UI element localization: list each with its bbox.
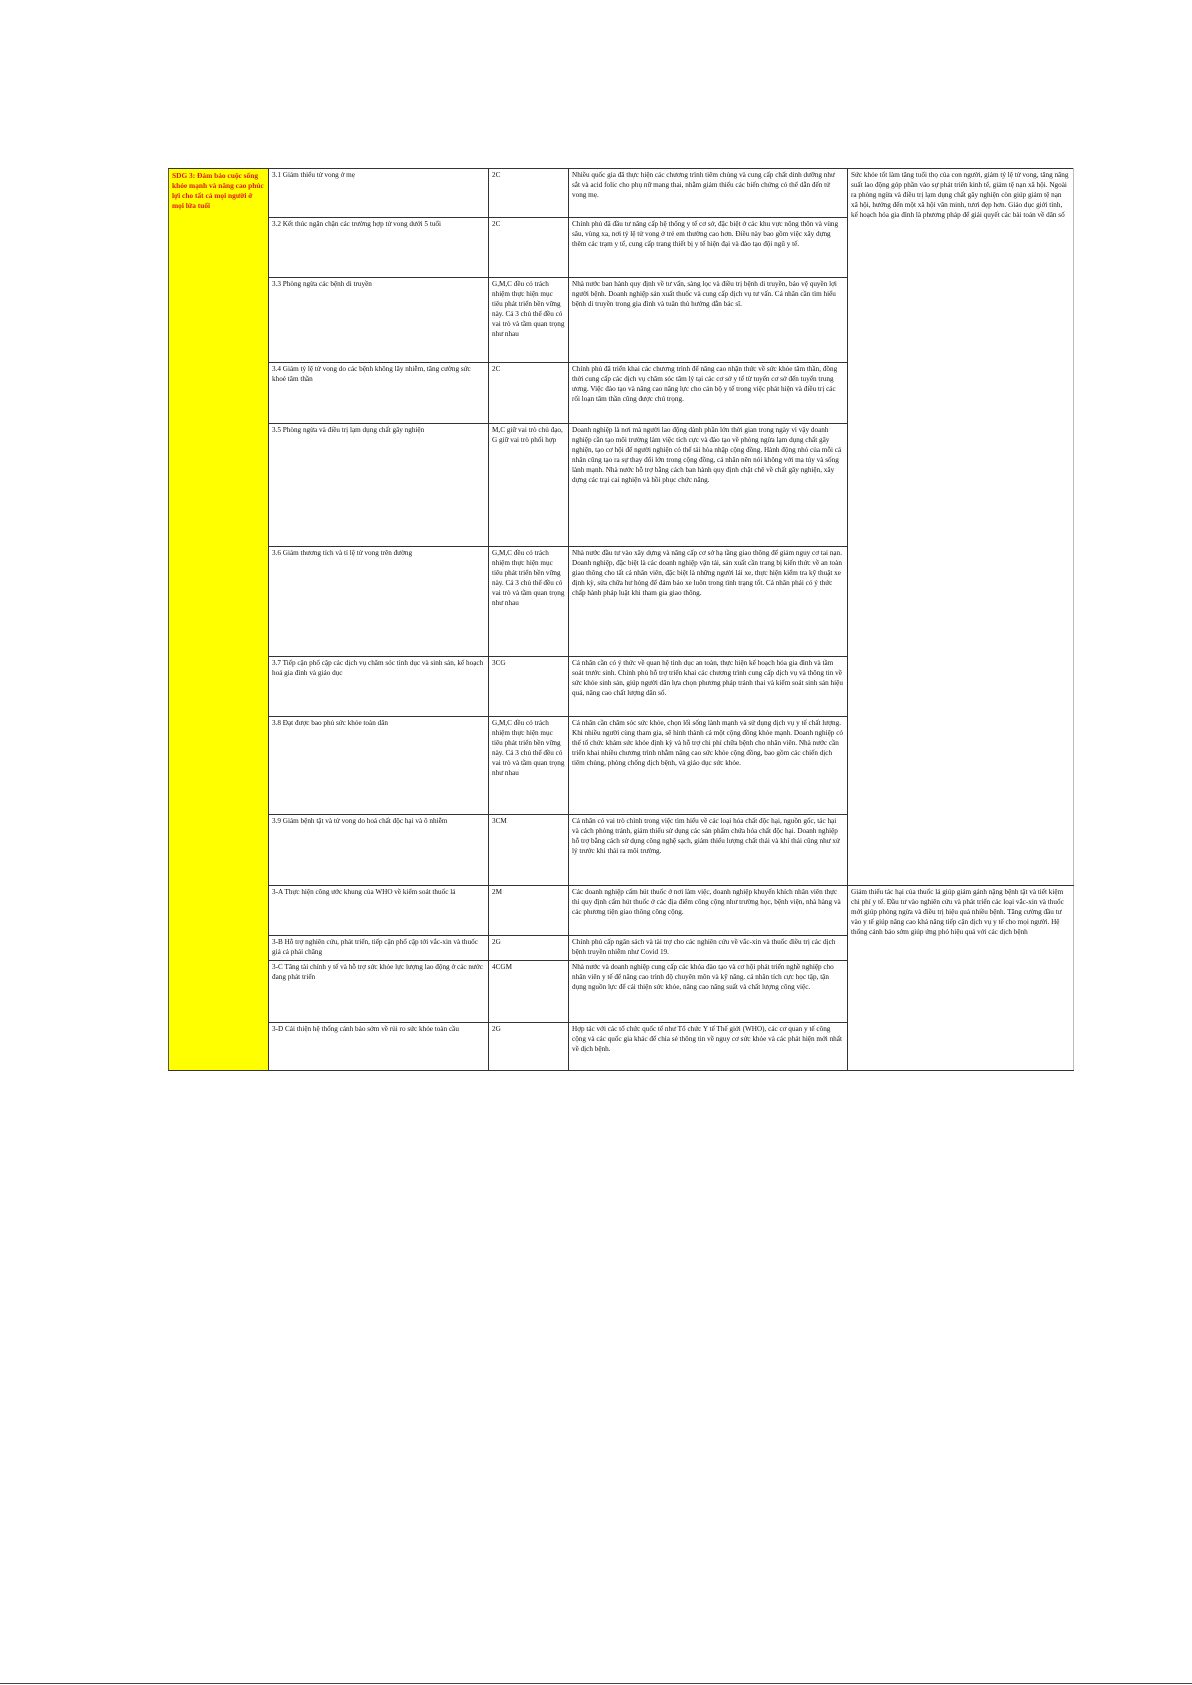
action-cell: Cá nhân cần có ý thức về quan hệ tình dục an toàn, thực hiện kế hoạch hóa gia đình và tầm soát trước sinh. Chính phủ hỗ trợ triển khai các chương trình cung cấp dịch vụ và thông tin về sức khỏe sinh sản, giúp người dân lựa chọn phương pháp tránh thai và kiểm soát sinh sản hiệu quả, nâng cao chất lượng dân số. <box>569 657 848 717</box>
bottom-rule <box>0 1683 1192 1684</box>
target-cell: 3.2 Kết thúc ngăn chặn các trường hợp tử vong dưới 5 tuổi <box>269 218 489 278</box>
impact-cell: Giảm thiểu tác hại của thuốc lá giúp giảm gánh nặng bệnh tật và tiết kiệm chi phí y tế. Đầu tư vào nghiên cứu và phát triển các loại vắc-xin và thuốc mới giúp phòng ngừa và điều trị hiệu quả nhiều bệnh. Tăng cường đầu tư vào y tế giúp nâng cao khả năng tiếp cận dịch vụ y tế cho mọi người. Hệ thống cảnh báo sớm giúp ứng phó hiệu quả với các dịch bệnh <box>848 886 1074 1071</box>
actor-cell: M,C giữ vai trò chủ đạo, G giữ vai trò phối hợp <box>489 424 569 547</box>
target-cell: 3-A Thực hiện công ước khung của WHO về kiểm soát thuốc lá <box>269 886 489 936</box>
actor-cell: G,M,C đều có trách nhiệm thực hiện mục tiêu phát triển bền vững này. Cả 3 chủ thể đều có vai trò và tầm quan trọng như nhau <box>489 717 569 815</box>
actor-cell: G,M,C đều có trách nhiệm thực hiện mục tiêu phát triển bền vững này. Cả 3 chủ thể đều có vai trò và tầm quan trọng như nhau <box>489 547 569 657</box>
target-cell: 3-D Cải thiện hệ thống cảnh báo sớm về rủi ro sức khỏe toàn cầu <box>269 1022 489 1070</box>
target-cell: 3.5 Phòng ngừa và điều trị lạm dụng chất gây nghiện <box>269 424 489 547</box>
sdg-table <box>168 168 1074 1071</box>
table-row <box>169 169 1074 218</box>
actor-cell: 2G <box>489 936 569 961</box>
target-cell: 3-B Hỗ trợ nghiên cứu, phát triển, tiếp cận phổ cập tới vắc-xin và thuốc giá cả phải chăng <box>269 936 489 961</box>
target-cell: 3.7 Tiếp cận phổ cập các dịch vụ chăm sóc tình dục và sinh sản, kế hoạch hoá gia đình và giáo dục <box>269 657 489 717</box>
action-cell: Nhà nước và doanh nghiệp cung cấp các khóa đào tạo và cơ hội phát triển nghề nghiệp cho nhân viên y tế để nâng cao trình độ chuyên môn và kỹ năng. cá nhân tích cực học tập, tận dụng nguồn lực để cải thiện sức khỏe, nâng cao năng suất và chất lượng công việc. <box>569 960 848 1022</box>
actor-cell: 2C <box>489 218 569 278</box>
action-cell: Nhà nước đầu tư vào xây dựng và nâng cấp cơ sở hạ tầng giao thông để giảm nguy cơ tai nạn. Doanh nghiệp, đặc biệt là các doanh nghiệp vận tải, sản xuất cần trang bị kiến thức về an toàn giao thông cho tất cả nhân viên, đặc biệt là những người lái xe, thực hiện kiểm tra kỹ thuật xe định kỳ, sửa chữa hư hỏng để đảm bảo xe luôn trong tình trạng tốt. Cá nhân phải có ý thức chấp hành pháp luật khi tham gia giao thông. <box>569 547 848 657</box>
action-cell: Doanh nghiệp là nơi mà người lao động dành phần lớn thời gian trong ngày vì vậy doanh nghiệp cần tạo môi trường làm việc tích cực và đào tạo về phòng ngừa lạm dụng chất gây nghiện, tạo cơ hội để người nghiện có thể tái hòa nhập cộng đồng. Hành động nhỏ của mỗi cá nhân cũng tạo ra sự thay đổi lớn trong cộng đồng, cá nhân nên nói không với ma túy và sống lành mạnh. Nhà nước hỗ trợ bằng cách ban hành quy định chặt chẽ về chất gây nghiện, xây dựng các trại cai nghiện và hồi phục chức năng. <box>569 424 848 547</box>
action-cell: Chính phủ cấp ngân sách và tài trợ cho các nghiên cứu về vắc-xin và thuốc điều trị các dịch bệnh truyền nhiễm như Covid 19. <box>569 936 848 961</box>
impact-cell: Sức khỏe tốt làm tăng tuổi thọ của con người, giảm tỷ lệ tử vong, tăng năng suất lao động góp phần vào sự phát triển kinh tế, giảm tệ nạn xã hội. Ngoài ra phòng ngừa và điều trị lạm dụng chất gây nghiện còn giúp giảm tệ nạn xã hội, hướng đến một xã hội văn minh, tươi đẹp hơn. Giáo dục giới tính, kế hoạch hóa gia đình là phương pháp để giải quyết các bài toán về dân số <box>848 169 1074 886</box>
target-cell: 3-C Tăng tài chính y tế và hỗ trợ sức khỏe lực lượng lao động ở các nước đang phát triển <box>269 960 489 1022</box>
actor-cell: 2M <box>489 886 569 936</box>
action-cell: Nhiều quốc gia đã thực hiện các chương trình tiêm chủng và cung cấp chất dinh dưỡng như sắt và acid folic cho phụ nữ mang thai, nhằm giảm thiểu các biến chứng có thể dẫn đến tử vong mẹ. <box>569 169 848 218</box>
target-cell: 3.4 Giảm tỷ lệ tử vong do các bệnh không lây nhiễm, tăng cường sức khoẻ tâm thần <box>269 363 489 424</box>
action-cell: Nhà nước ban hành quy định về tư vấn, sàng lọc và điều trị bệnh di truyền, bảo vệ quyền lợi người bệnh. Doanh nghiệp sản xuất thuốc và cung cấp dịch vụ tư vấn. Cá nhân cần tìm hiểu bệnh di truyền trong gia đình và tuân thủ hướng dẫn bác sĩ. <box>569 278 848 363</box>
action-cell: Chính phủ đã triển khai các chương trình để nâng cao nhận thức về sức khỏe tâm thần, đồng thời cung cấp các dịch vụ chăm sóc tâm lý tại các cơ sở y tế từ tuyến cơ sở đến tuyến trung ương. Việc đào tạo và nâng cao năng lực cho cán bộ y tế trong việc phát hiện và điều trị các rối loạn tâm thần cũng được chú trọng. <box>569 363 848 424</box>
actor-cell: 3CM <box>489 815 569 886</box>
target-cell: 3.8 Đạt được bao phủ sức khỏe toàn dân <box>269 717 489 815</box>
table-row <box>169 886 1074 936</box>
target-cell: 3.1 Giảm thiểu tử vong ở mẹ <box>269 169 489 218</box>
actor-cell: 2C <box>489 363 569 424</box>
action-cell: Cá nhân cần chăm sóc sức khỏe, chọn lối sống lành mạnh và sử dụng dịch vụ y tế chất lượng. Khi nhiều người cùng tham gia, sẽ hình thành cả một cộng đồng khỏe mạnh. Doanh nghiệp có thể tổ chức khám sức khỏe định kỳ và hỗ trợ chi phí chữa bệnh cho nhân viên. Nhà nước cần triển khai nhiều chương trình nhằm nâng cao sức khỏe cộng đồng, bao gồm các chiến dịch tiêm chủng, phòng chống dịch bệnh, và giáo dục sức khỏe. <box>569 717 848 815</box>
sdg-goal-cell: SDG 3: Đảm bảo cuộc sống khỏe mạnh và nâng cao phúc lợi cho tất cả mọi người ở mọi lứa tuổi <box>169 169 269 1071</box>
actor-cell: 4CGM <box>489 960 569 1022</box>
action-cell: Chính phủ đã đầu tư nâng cấp hệ thống y tế cơ sở, đặc biệt ở các khu vực nông thôn và vùng sâu, vùng xa, nơi tỷ lệ tử vong ở trẻ em thường cao hơn. Điều này bao gồm việc xây dựng thêm các trạm y tế, cung cấp trang thiết bị y tế hiện đại và đào tạo đội ngũ y tế. <box>569 218 848 278</box>
target-cell: 3.9 Giảm bệnh tật và tử vong do hoá chất độc hại và ô nhiễm <box>269 815 489 886</box>
actor-cell: 2G <box>489 1022 569 1070</box>
action-cell: Cá nhân có vai trò chính trong việc tìm hiểu về các loại hóa chất độc hại, nguồn gốc, tác hại và cách phòng tránh, giảm thiểu sử dụng các sản phẩm chứa hóa chất độc hại. Doanh nghiệp hỗ trợ bằng cách sử dụng công nghệ sạch, giảm thiểu lượng chất thải và khí thải cũng như xử lý trước khi thải ra môi trường. <box>569 815 848 886</box>
action-cell: Hợp tác với các tổ chức quốc tế như Tổ chức Y tế Thế giới (WHO), các cơ quan y tế công cộng và các quốc gia khác để chia sẻ thông tin về nguy cơ sức khỏe và các phát hiện mới nhất về dịch bệnh. <box>569 1022 848 1070</box>
actor-cell: 2C <box>489 169 569 218</box>
actor-cell: G,M,C đều có trách nhiệm thực hiện mục tiêu phát triển bền vững này. Cả 3 chủ thể đều có vai trò và tầm quan trọng như nhau <box>489 278 569 363</box>
target-cell: 3.6 Giảm thương tích và tỉ lệ tử vong trên đường <box>269 547 489 657</box>
actor-cell: 3CG <box>489 657 569 717</box>
target-cell: 3.3 Phòng ngừa các bệnh di truyền <box>269 278 489 363</box>
action-cell: Các doanh nghiệp cấm hút thuốc ở nơi làm việc, doanh nghiệp khuyến khích nhân viên thực thi quy định cấm hút thuốc ở các địa điểm công cộng như trường học, bệnh viện, nhà hàng và các phương tiện giao thông công cộng. <box>569 886 848 936</box>
